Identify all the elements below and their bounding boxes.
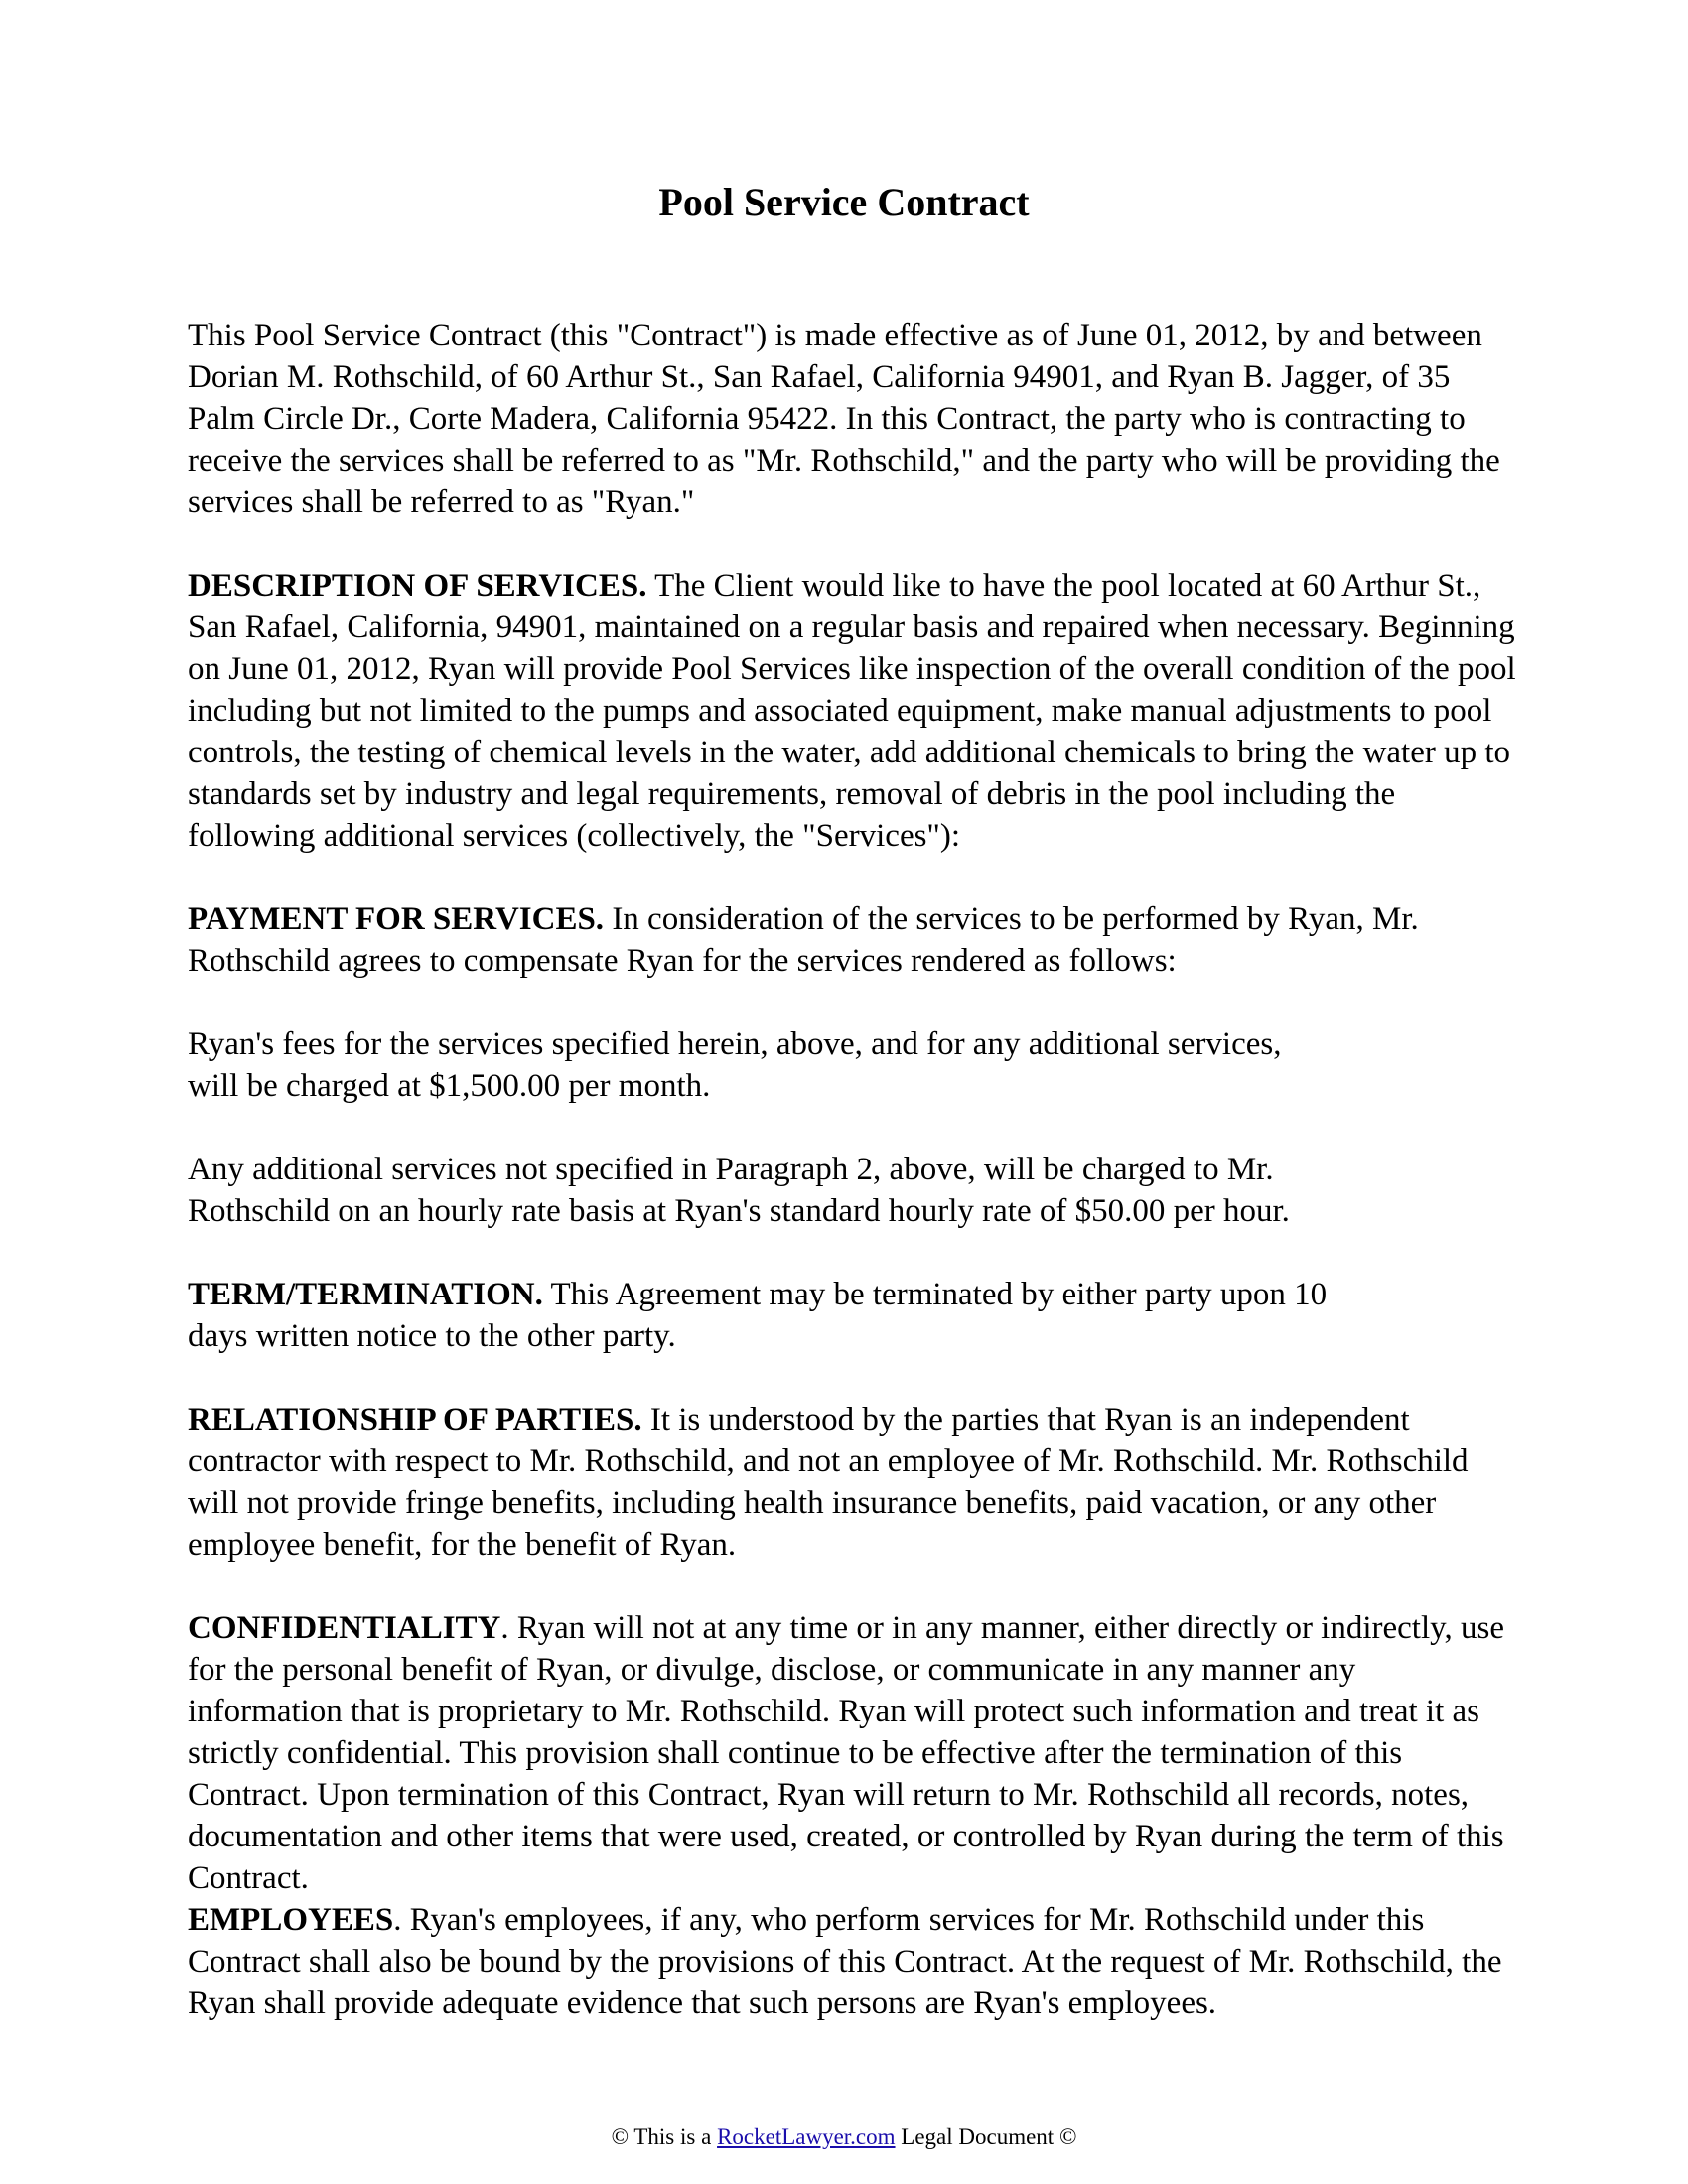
additional-services-line-2: Rothschild on an hourly rate basis at Ryan's standard hourly rate of $50.00 per hour. (188, 1193, 1290, 1229)
confidentiality-section (188, 1607, 1518, 1899)
employees-heading: EMPLOYEES (188, 1902, 394, 1938)
term-termination-line-1: This Agreement may be terminated by either party upon 10 (542, 1277, 1328, 1312)
footer-prefix: © This is a (611, 2124, 718, 2149)
document-body (188, 315, 1518, 2024)
description-of-services-heading: DESCRIPTION OF SERVICES. (188, 568, 647, 604)
intro-paragraph: This Pool Service Contract (this "Contract") is made effective as of June 01, 2012, by and between Dorian M. Rothschild, of 60 Arthur St., San Rafael, California 94901, and Ryan B. Jagger, of 35 Palm Circle Dr., Corte Madera, California 95422. In this Contract, the party who is contracting to receive the services shall be referred to as "Mr. Rothschild," and the party who will be providing the services shall be referred to as "Ryan." (188, 318, 1500, 520)
term-termination-heading: TERM/TERMINATION. (188, 1277, 543, 1312)
footer-notice (0, 2122, 1688, 2152)
confidentiality-heading: CONFIDENTIALITY (188, 1610, 501, 1646)
employees-section (188, 1899, 1518, 2024)
fees-line-1: Ryan's fees for the services specified herein, above, and for any additional services, (188, 1026, 1282, 1062)
fees-line-2: will be charged at $1,500.00 per month. (188, 1068, 711, 1104)
description-of-services-section (188, 565, 1518, 857)
footer-suffix: Legal Document © (895, 2124, 1077, 2149)
fees-paragraph (188, 1024, 1518, 1107)
term-termination-line-2: days written notice to the other party. (188, 1318, 676, 1354)
relationship-of-parties-heading: RELATIONSHIP OF PARTIES. (188, 1402, 642, 1437)
payment-for-services-heading: PAYMENT FOR SERVICES. (188, 901, 605, 937)
employees-text: . Ryan's employees, if any, who perform services for Mr. Rothschild under this Contract shall also be bound by the provisions of this Contract. At the request of Mr. Rothschild, the Ryan shall provide adequate evidence that such persons are Ryan's employees. (188, 1902, 1502, 2021)
relationship-of-parties-section (188, 1399, 1518, 1566)
payment-for-services-text: In consideration of the services to be performed by Ryan, Mr. Rothschild agrees to compensate Ryan for the services rendered as follows: (188, 901, 1419, 979)
relationship-of-parties-text: It is understood by the parties that Ryan is an independent contractor with respect to Mr. Rothschild, and not an employee of Mr. Rothschild. Mr. Rothschild will not provide fringe benefits, including health insurance benefits, paid vacation, or any other employee benefit, for the benefit of Ryan. (188, 1402, 1469, 1563)
additional-services-paragraph (188, 1149, 1518, 1232)
document-title: Pool Service Contract (658, 180, 1030, 224)
rocketlawyer-link[interactable]: RocketLawyer.com (717, 2124, 896, 2149)
payment-for-services-section (188, 898, 1518, 982)
additional-services-line-1: Any additional services not specified in Paragraph 2, above, will be charged to Mr. (188, 1152, 1274, 1187)
term-termination-section (188, 1274, 1518, 1357)
description-of-services-text: The Client would like to have the pool located at 60 Arthur St., San Rafael, California, 94901, maintained on a regular basis and repaired when necessary. Beginning on June 01, 2012, Ryan will provide Pool Services like inspection of the overall condition of the pool including but not limited to the pumps and associated equipment, make manual adjustments to pool controls, the testing of chemical levels in the water, add additional chemicals to bring the water up to standards set by industry and legal requirements, removal of debris in the pool including the following additional services (collectively, the "Services"): (188, 568, 1516, 854)
confidentiality-text: . Ryan will not at any time or in any manner, either directly or indirectly, use for the personal benefit of Ryan, or divulge, disclose, or communicate in any manner any information that is proprietary to Mr. Rothschild. Ryan will protect such information and treat it as strictly confidential. This provision shall continue to be effective after the termination of this Contract. Upon termination of this Contract, Ryan will return to Mr. Rothschild all records, notes, documentation and other items that were used, created, or controlled by Ryan during the term of this Contract. (188, 1610, 1504, 1896)
